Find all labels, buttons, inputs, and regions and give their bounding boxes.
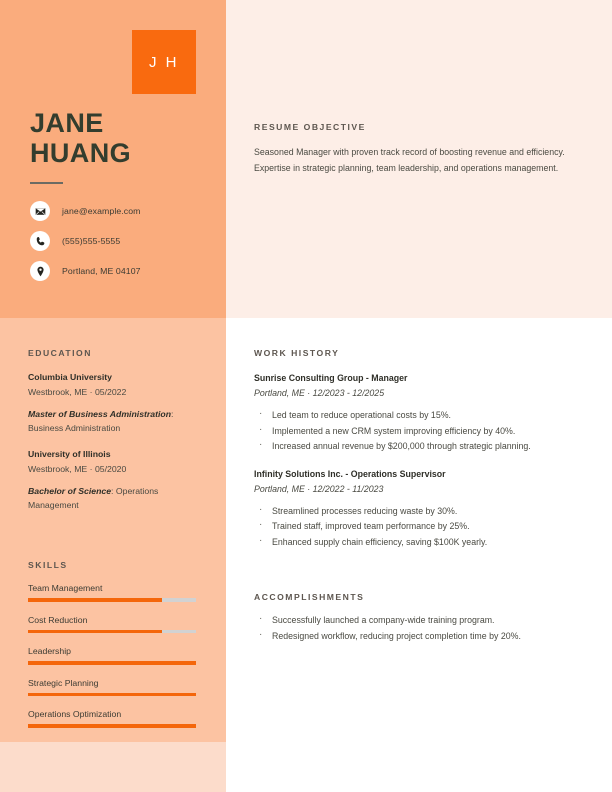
skill-bar-track: [28, 693, 196, 697]
education-entry: [28, 448, 208, 512]
objective-heading: RESUME OBJECTIVE: [254, 122, 366, 132]
skill-bar-fill: [28, 661, 196, 665]
contact-item-phone[interactable]: [30, 226, 220, 256]
education-meta: Westbrook, ME · 05/2022: [28, 387, 127, 397]
skills-heading: SKILLS: [28, 560, 68, 570]
page-title: [30, 108, 220, 168]
education-school: University of Illinois: [28, 449, 111, 459]
work-history-heading: WORK HISTORY: [254, 348, 340, 358]
job-bullet: · Trained staff, improved team performance by 25%.: [254, 519, 584, 534]
accomplishments-bullet-list: [254, 613, 584, 643]
skill-bar-fill: [28, 693, 196, 697]
section-skills: [28, 560, 208, 728]
skill-bar-fill: [28, 630, 162, 634]
skill-item: [28, 646, 208, 665]
skill-item: [28, 583, 208, 602]
skill-label: Leadership: [28, 646, 71, 656]
education-degree-label: Master of Business Administration: [28, 409, 172, 419]
skill-item: [28, 709, 208, 728]
education-degree: [28, 407, 208, 435]
skill-bar-fill: [28, 724, 196, 728]
skill-bar-track: [28, 661, 196, 665]
skill-label: Cost Reduction: [28, 614, 88, 625]
education-meta: Westbrook, ME · 05/2020: [28, 464, 127, 474]
monogram-initials: J H: [149, 53, 179, 71]
education-degree-field: : Business Administration: [28, 409, 174, 433]
sidebar-band-bottom: [0, 742, 226, 792]
skill-label: Operations Optimization: [28, 709, 122, 719]
education-school: Columbia University: [28, 372, 112, 382]
education-entry: [28, 371, 208, 435]
skill-bar-track: [28, 598, 196, 602]
contact-item-email[interactable]: [30, 196, 220, 226]
skill-label: Strategic Planning: [28, 677, 99, 688]
section-resume-objective: [254, 122, 584, 176]
last-name: HUANG: [30, 138, 131, 168]
accomplishment-bullet: · Redesigned workflow, reducing project completion time by 20%.: [254, 629, 584, 644]
contact-item-address[interactable]: [30, 256, 220, 286]
education-degree-field: : Operations Management: [28, 486, 159, 510]
contact-phone-text: (555)555-5555: [62, 236, 121, 246]
skill-bar-fill: [28, 598, 162, 602]
first-name: JANE: [30, 108, 104, 138]
job-meta: Portland, ME · 12/2023 - 12/2025: [254, 388, 385, 398]
job-bullet: · Implemented a new CRM system improving efficiency by 40%.: [254, 424, 584, 439]
education-degree: [28, 484, 208, 512]
work-history-entry: [254, 468, 584, 550]
skill-item: [28, 615, 208, 634]
contact-email-text: jane@example.com: [62, 206, 141, 216]
education-degree-label: Bachelor of Science: [28, 486, 112, 496]
job-bullet: · Led team to reduce operational costs by 15%.: [254, 408, 584, 423]
work-history-entry: [254, 372, 584, 454]
section-work-history: [254, 348, 584, 550]
job-meta: Portland, ME · 12/2022 - 11/2023: [254, 483, 384, 494]
objective-body: Seasoned Manager with proven track record of boosting revenue and efficiency. Expertise in strategic planning, team leadership, and operations management.: [254, 147, 565, 173]
job-bullet-list: [254, 408, 584, 454]
accomplishments-heading: ACCOMPLISHMENTS: [254, 592, 365, 602]
section-education: [28, 348, 208, 512]
monogram-logo: [132, 30, 196, 94]
contact-address-text: Portland, ME 04107: [62, 266, 141, 276]
job-bullet-list: [254, 504, 584, 550]
job-title: Infinity Solutions Inc. - Operations Supervisor: [254, 468, 446, 479]
title-divider: [30, 182, 63, 184]
skill-label: Team Management: [28, 583, 103, 593]
phone-icon: [30, 231, 50, 251]
section-accomplishments: [254, 592, 584, 644]
job-bullet: · Streamlined processes reducing waste by 30%.: [254, 504, 584, 519]
education-heading: EDUCATION: [28, 348, 92, 358]
skill-bar-track: [28, 630, 196, 634]
contact-list: [30, 196, 220, 286]
job-title: Sunrise Consulting Group - Manager: [254, 373, 408, 383]
job-bullet: · Increased annual revenue by $200,000 through strategic planning.: [254, 439, 584, 454]
skill-item: [28, 678, 208, 697]
location-pin-icon: [30, 261, 50, 281]
skill-bar-track: [28, 724, 196, 728]
accomplishment-bullet: · Successfully launched a company-wide training program.: [254, 613, 584, 628]
job-bullet: · Enhanced supply chain efficiency, saving $100K yearly.: [254, 535, 584, 550]
envelope-icon: [30, 201, 50, 221]
